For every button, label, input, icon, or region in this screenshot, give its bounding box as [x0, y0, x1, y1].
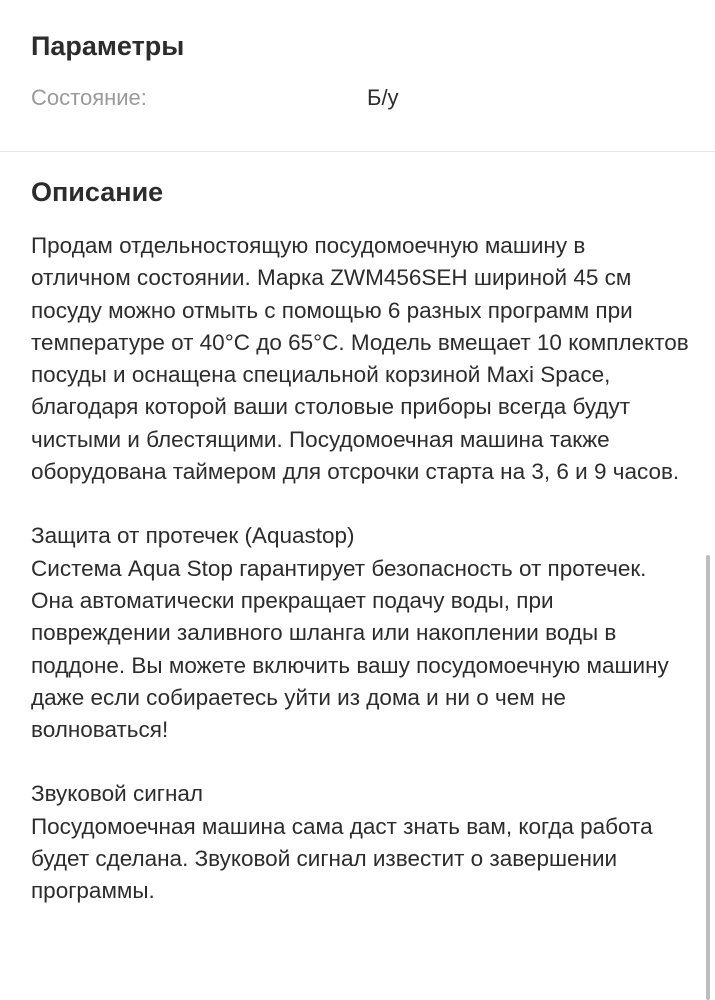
description-heading-sound: Звуковой сигнал [31, 781, 204, 807]
parameters-title: Параметры [31, 31, 185, 61]
condition-value: Б/у [367, 85, 399, 110]
scrollbar[interactable] [706, 555, 710, 1000]
description-section [31, 176, 691, 908]
section-divider [0, 151, 715, 152]
param-row-condition [31, 84, 684, 112]
description-paragraph-main: Продам отдельностоящую посудомоечную машину в отличном состоянии. Марка ZWM456SEH шириной 45 см посуду можно отмыть с помощью 6 разных программ при температуре от 40°C до 65°C. Модель вмещает 10 комплектов посуды и оснащена специальной корзиной Maxi Space, благодаря которой ваши столовые приборы всегда будут чистыми и блестящими. Посудомоечная машина также оборудована таймером для отсрочки старта на 3, 6 и 9 часов. [31, 233, 689, 485]
description-title: Описание [31, 177, 164, 207]
description-heading-aquastop: Защита от протечек (Aquastop) [31, 523, 355, 549]
description-paragraph-sound: Посудомоечная машина сама даст знать вам, когда работа будет сделана. Звуковой сигнал известит о завершении программы. [31, 813, 653, 904]
parameters-section [0, 0, 715, 121]
condition-label: Состояние: [31, 85, 147, 110]
description-paragraph-aquastop: Система Aqua Stop гарантирует безопасность от протечек. Она автоматически прекращает подачу воды, при повреждении заливного шланга или накоплении воды в поддоне. Вы можете включить вашу посудомоечную машину даже если собираетесь уйти из дома и ни о чем не волноваться! [31, 555, 669, 743]
